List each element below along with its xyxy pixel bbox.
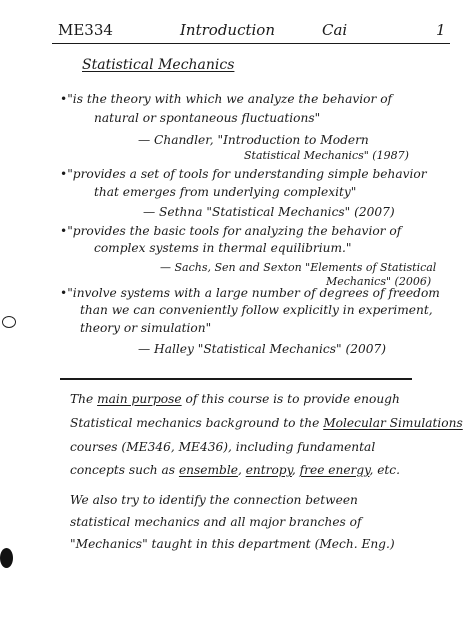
quote-4-source: — Halley "Statistical Mechanics" (2007) [138, 342, 387, 356]
quote-3-line-1: •"provides the basic tools for analyzing the behavior of [60, 224, 402, 238]
quote-4-line-1: •"involve systems with a large number of degrees of freedom [60, 286, 440, 300]
quote-2-source: — Sethna "Statistical Mechanics" (2007) [143, 205, 395, 219]
course-code: ME334 [58, 21, 113, 39]
ensemble-term: ensemble [178, 463, 238, 477]
quote-3-line-2: complex systems in thermal equilibrium." [94, 241, 352, 255]
purpose-line-2: Statistical mechanics background to the Molecular Simulations [70, 416, 463, 430]
quote-4-line-3: theory or simulation" [80, 321, 212, 335]
molecular-simulations-term: Molecular Simulations [323, 416, 463, 430]
author-name: Cai [322, 21, 348, 39]
quote-1-source-2: Statistical Mechanics" (1987) [244, 149, 409, 162]
header-rule [52, 43, 450, 44]
main-purpose-term: main purpose [97, 392, 182, 406]
quote-4-line-2: than we can conveniently follow explicitly in experiment, [80, 303, 433, 317]
closing-line-2: statistical mechanics and all major branches of [70, 515, 362, 529]
section-title: Statistical Mechanics [82, 57, 235, 73]
quote-3-source-1: — Sachs, Sen and Sexton "Elements of Statistical [160, 261, 437, 274]
quote-2-line-2: that emerges from underlying complexity" [94, 185, 357, 199]
section-divider [60, 378, 412, 380]
quote-3-source-2: Mechanics" (2006) [326, 275, 432, 288]
free-energy-term: free energy [299, 463, 370, 477]
scan-edge-mark [0, 548, 13, 568]
binder-hole-mark [2, 316, 16, 328]
entropy-term: entropy [245, 463, 292, 477]
page-number: 1 [436, 21, 446, 39]
quote-1-line-1: •"is the theory with which we analyze the behavior of [60, 92, 393, 106]
quote-2-line-1: •"provides a set of tools for understanding simple behavior [60, 167, 427, 181]
topic-title: Introduction [180, 21, 275, 39]
closing-line-1: We also try to identify the connection between [70, 493, 358, 507]
quote-1-line-2: natural or spontaneous fluctuations" [94, 111, 321, 125]
quote-1-source-1: — Chandler, "Introduction to Modern [138, 133, 369, 147]
purpose-line-4: concepts such as ensemble, entropy, free energy, etc. [70, 463, 401, 477]
closing-line-3: "Mechanics" taught in this department (Mech. Eng.) [70, 537, 395, 551]
purpose-line-3: courses (ME346, ME436), including fundamental [70, 440, 376, 454]
purpose-line-1: The main purpose of this course is to provide enough [70, 392, 400, 406]
